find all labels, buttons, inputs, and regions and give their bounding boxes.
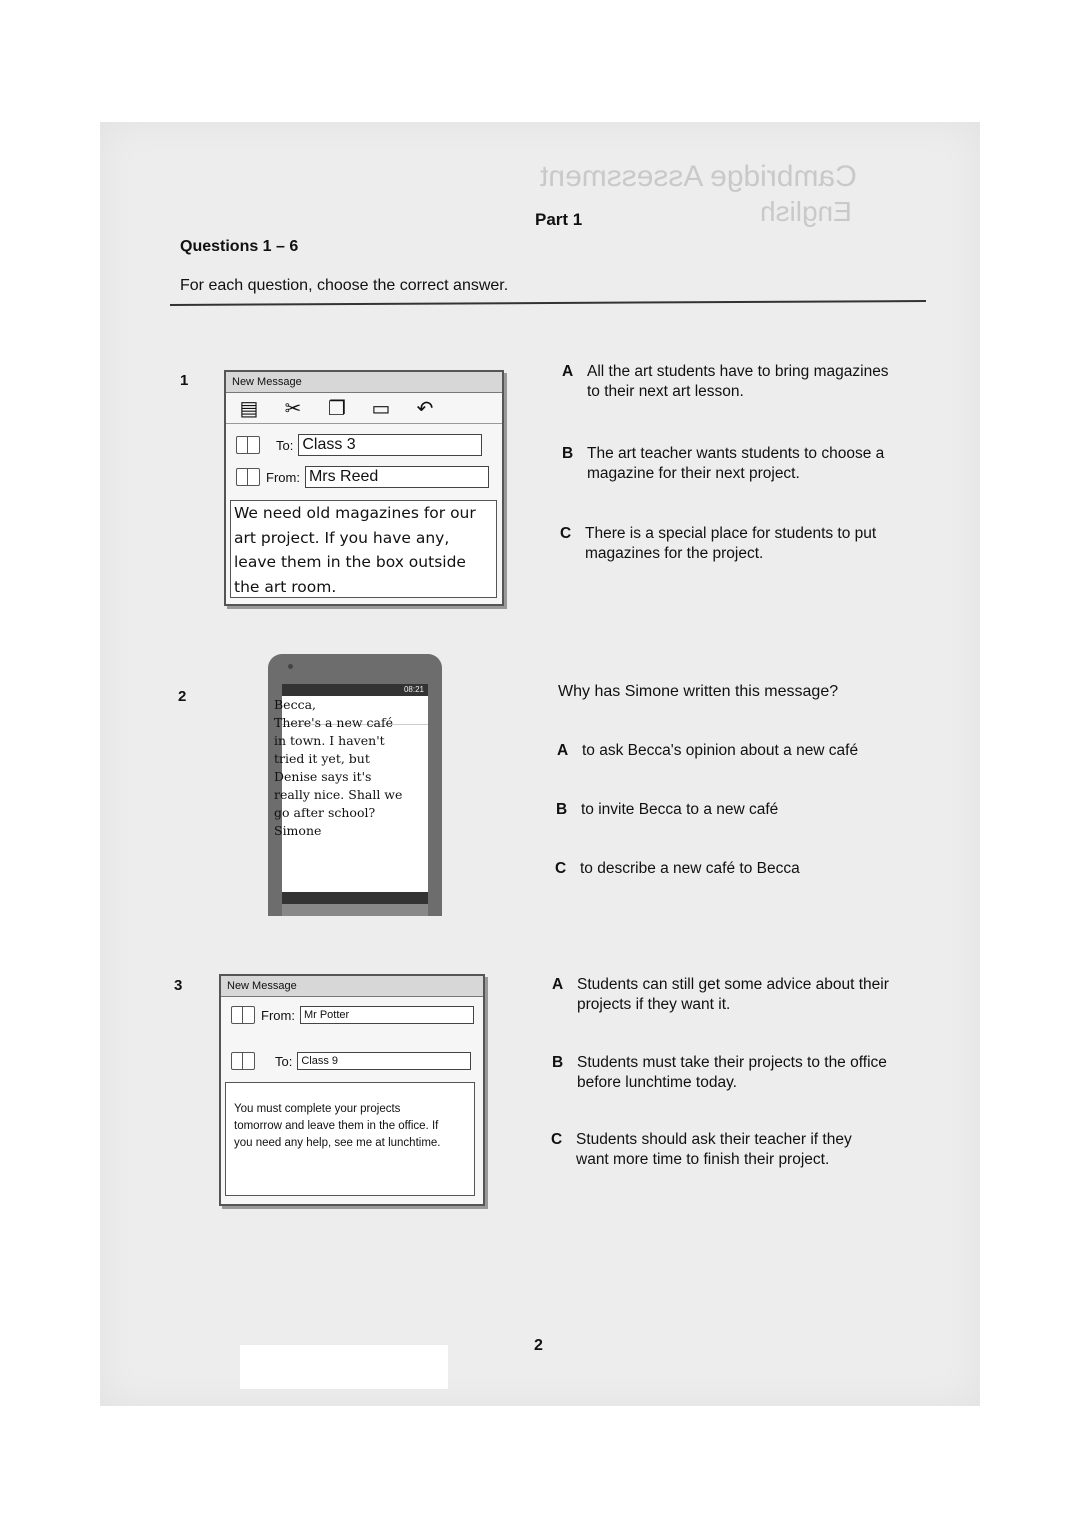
email-toolbar — [226, 393, 502, 424]
question-number-3: 3 — [174, 977, 183, 994]
q3-option-b — [552, 1053, 914, 1093]
scissors-icon: ✂ — [284, 397, 302, 420]
option-letter: A — [557, 742, 569, 759]
window-title: New Message — [226, 372, 502, 393]
to-label: To: — [275, 1053, 293, 1069]
message-line: the art room. — [234, 577, 337, 596]
to-field: Class 3 — [298, 434, 482, 456]
message-line: art project. If you have any, — [234, 528, 450, 547]
option-letter: B — [562, 445, 574, 462]
redaction-box — [240, 1345, 448, 1389]
bleed-through-logo-line2: English — [760, 196, 852, 227]
to-field: Class 9 — [297, 1052, 471, 1070]
q1-option-a — [562, 362, 922, 402]
q3-option-a — [552, 975, 914, 1015]
smartphone — [268, 654, 442, 916]
option-letter: C — [560, 525, 572, 542]
message-line: you need any help, see me at lunchtime. — [234, 1137, 441, 1149]
option-letter: C — [555, 860, 567, 877]
address-book-icon — [236, 468, 260, 486]
option-letter: C — [551, 1131, 563, 1148]
sms-line: go after school? — [274, 805, 376, 820]
option-letter: A — [562, 363, 574, 380]
q2-option-b — [556, 800, 896, 820]
address-book-icon — [236, 436, 260, 454]
q2-option-a — [557, 741, 897, 761]
option-text: before lunchtime today. — [577, 1074, 737, 1091]
question-number-1: 1 — [180, 372, 189, 389]
phone-status-bar — [282, 684, 428, 696]
q1-option-c — [560, 524, 924, 564]
copy-icon: ❐ — [328, 397, 346, 420]
message-body — [230, 500, 497, 598]
q2-question: Why has Simone written this message? — [558, 683, 839, 700]
option-text: projects if they want it. — [577, 996, 731, 1013]
option-text: Students should ask their teacher if they — [576, 1131, 852, 1148]
option-text: The art teacher wants students to choose a — [587, 445, 885, 462]
email-window-q3 — [219, 974, 485, 1206]
message-line: We need old magazines for our — [234, 504, 476, 522]
to-row — [236, 434, 482, 456]
exam-sheet — [100, 122, 980, 1406]
bleed-through-logo: Cambridge Assessment — [540, 160, 857, 193]
email-window-q1 — [224, 370, 504, 606]
option-text: There is a special place for students to put — [585, 525, 877, 542]
option-text: to invite Becca to a new café — [581, 801, 779, 818]
questions-heading: Questions 1 – 6 — [180, 238, 299, 255]
status-time: 08:21 — [403, 685, 424, 694]
option-text: want more time to finish their project. — [576, 1151, 830, 1168]
sms-line: Simone — [274, 823, 322, 838]
option-letter: B — [552, 1054, 564, 1071]
from-field: Mrs Reed — [305, 466, 489, 488]
q3-option-c — [551, 1130, 911, 1170]
phone-nav-bar — [282, 892, 428, 904]
sms-line: Denise says it's — [274, 769, 372, 784]
option-text: to describe a new café to Becca — [580, 860, 800, 877]
option-text: to ask Becca's opinion about a new café — [582, 742, 859, 759]
from-row — [236, 466, 489, 488]
page-number: 2 — [534, 1337, 543, 1354]
undo-icon: ↶ — [416, 397, 434, 420]
camera-icon — [288, 664, 293, 669]
option-letter: A — [552, 976, 564, 993]
option-text: All the art students have to bring magazines — [587, 363, 889, 380]
option-text: Students must take their projects to the office — [577, 1054, 887, 1071]
sms-line: Becca, — [274, 697, 317, 712]
option-text: magazines for the project. — [585, 545, 764, 562]
to-row — [231, 1052, 471, 1070]
window-title: New Message — [221, 976, 483, 997]
phone-keyboard — [282, 904, 428, 916]
part-title: Part 1 — [535, 210, 583, 229]
inbox-icon: ▤ — [239, 397, 259, 420]
from-field: Mr Potter — [300, 1006, 474, 1024]
instruction: For each question, choose the correct answer. — [180, 277, 509, 294]
question-number-2: 2 — [178, 688, 187, 705]
q1-option-b — [562, 444, 924, 484]
message-body — [225, 1082, 475, 1196]
text-message — [274, 696, 410, 840]
sms-line: There's a new café — [274, 715, 394, 730]
paste-icon: ▭ — [371, 397, 391, 420]
option-text: to their next art lesson. — [587, 383, 744, 400]
to-label: To: — [276, 437, 294, 453]
sms-line: in town. I haven't — [274, 733, 385, 748]
message-line: tomorrow and leave them in the office. If — [234, 1120, 439, 1132]
from-row — [231, 1006, 474, 1024]
option-letter: B — [556, 801, 568, 818]
sms-line: tried it yet, but — [274, 751, 370, 766]
message-line: leave them in the box outside — [234, 553, 466, 571]
option-text: magazine for their next project. — [587, 465, 800, 482]
address-book-icon — [231, 1052, 255, 1070]
sms-line: really nice. Shall we — [274, 787, 403, 802]
from-label: From: — [266, 469, 300, 485]
from-label: From: — [261, 1007, 295, 1023]
q2-option-c — [555, 859, 895, 879]
address-book-icon — [231, 1006, 255, 1024]
option-text: Students can still get some advice about their — [577, 976, 889, 993]
message-line: You must complete your projects — [234, 1103, 401, 1115]
